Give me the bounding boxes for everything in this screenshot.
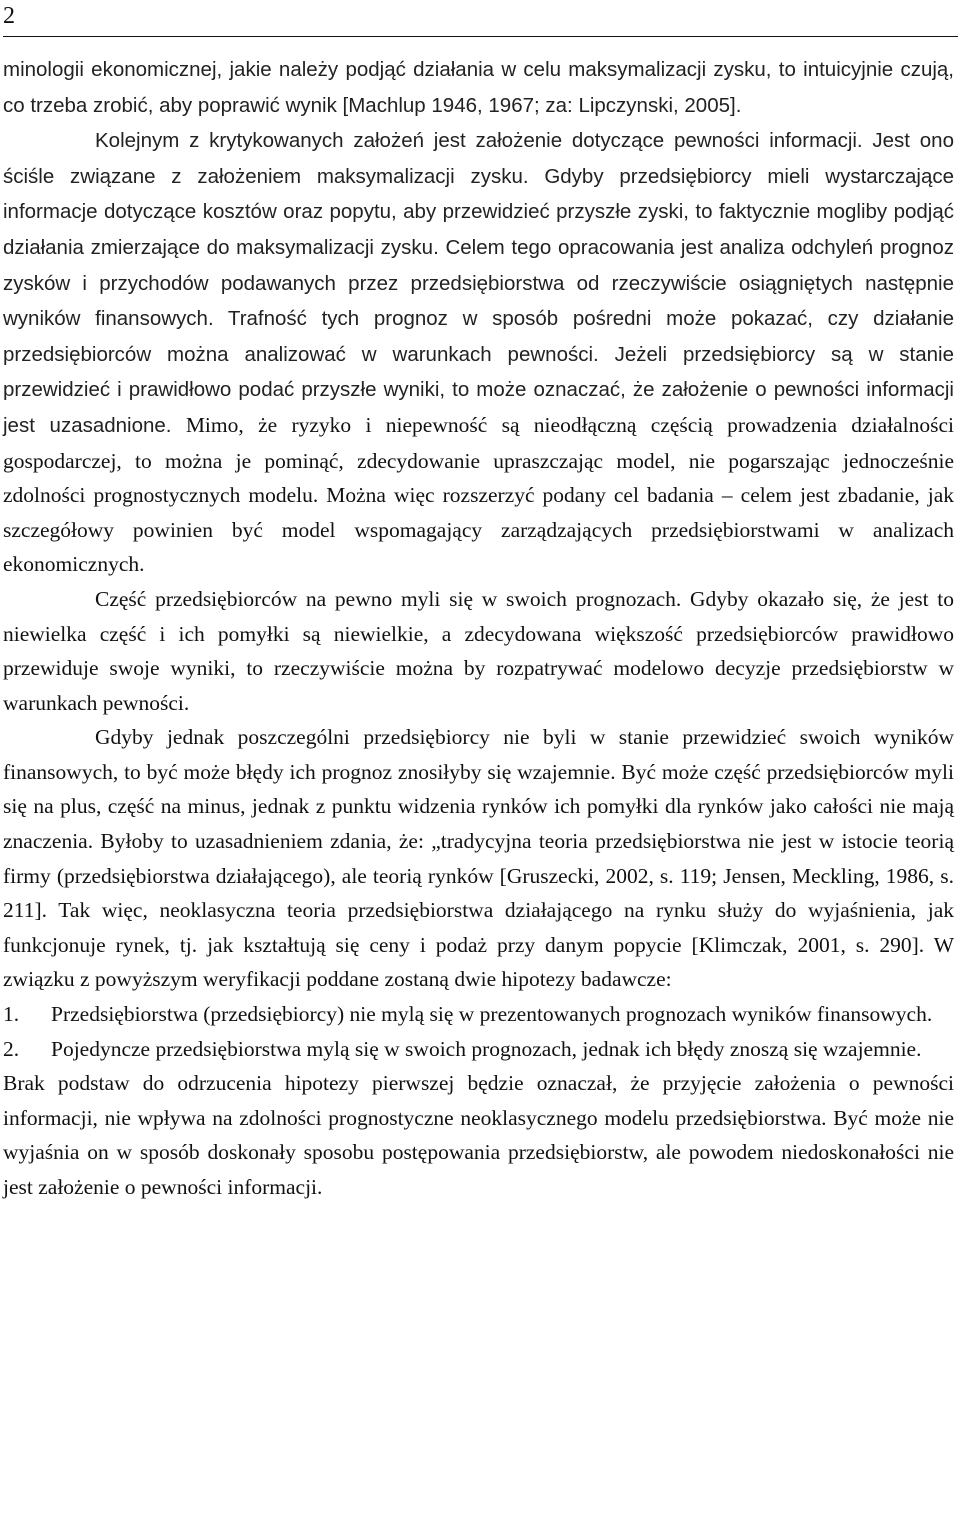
- paragraph-2-text-serif: Mimo, że ryzyko i niepewność są nieodłączną częścią prowadzenia działalności gospodarczej, to można je pominąć, zdecydowanie upraszczając model, nie pogarszając jednocześnie zdolności prognostycznych modelu. Można więc rozszerzyć podany cel badania – celem jest zbadanie, jak szczegółowy powinien być model wspomagający zarządzających przedsiębiorstwami w analizach ekonomicznych.: [3, 412, 954, 577]
- hypothesis-number: 2.: [3, 1036, 20, 1061]
- page-number: 2: [3, 3, 15, 29]
- hypotheses-list: [3, 997, 954, 1066]
- paragraph-4: Gdyby jednak poszczególni przedsiębiorcy nie byli w stanie przewidzieć swoich wyników finansowych, to być może błędy ich prognoz znosiłyby się wzajemnie. Być może część przedsiębiorców myli się na plus, część na minus, jednak z punktu widzenia rynków ich pomyłki dla rynków jako całości nie mają znaczenia. Byłoby to uzasadnieniem zdania, że: „tradycyjna teoria przedsiębiorstwa nie jest w istocie teorią firmy (przedsiębiorstwa działającego), ale teorią rynków [Gruszecki, 2002, s. 119; Jensen, Meckling, 1986, s. 211]. Tak więc, neoklasyczna teoria przedsiębiorstwa działającego na rynku służy do wyjaśnienia, jak funkcjonuje rynek, tj. jak kształtują się ceny i podaż przy danym popycie [Klimczak, 2001, s. 290]. W związku z powyższym weryfikacji poddane zostaną dwie hipotezy badawcze:: [3, 725, 954, 992]
- hypothesis-item: [3, 997, 954, 1032]
- paragraph-2-text-sans: Kolejnym z krytykowanych założeń jest założenie dotyczące pewności informacji. Jest ono ściśle związane z założeniem maksymalizacji zysku. Gdyby przedsiębiorcy mieli wystarczające informacje dotyczące kosztów oraz popytu, aby przewidzieć przyszłe zyski, to faktycznie mogliby podjąć działania zmierzające do maksymalizacji zysku. Celem tego opracowania jest analiza odchyleń prognoz zysków i przychodów podawanych przez przedsiębiorstwa od rzeczywiście osiągniętych następnie wyników finansowych. Trafność tych prognoz w sposób pośredni może pokazać, czy działanie przedsiębiorców można analizować w warunkach pewności. Jeżeli przedsiębiorcy są w stanie przewidzieć i prawidłowo podać przyszłe wyniki, to może oznaczać, że założenie o pewności informacji jest uzasadnione.: [3, 129, 954, 437]
- document-body: [3, 52, 954, 1205]
- paragraph-3: Część przedsiębiorców na pewno myli się w swoich prognozach. Gdyby okazało się, że jest to niewielka część i ich pomyłki są niewielkie, a zdecydowana większość przedsiębiorców prawidłowo przewiduje swoje wyniki, to rzeczywiście można by rozpatrywać modelowo decyzje przedsiębiorstw w warunkach pewności.: [3, 586, 954, 715]
- hypothesis-text: Pojedyncze przedsiębiorstwa mylą się w swoich prognozach, jednak ich błędy znoszą się wzajemnie.: [51, 1036, 922, 1061]
- paragraph-2: [3, 123, 954, 582]
- header-rule: [3, 36, 958, 37]
- hypothesis-item: [3, 1032, 954, 1067]
- paragraph-5: Brak podstaw do odrzucenia hipotezy pierwszej będzie oznaczał, że przyjęcie założenia o pewności informacji, nie wpływa na zdolności prognostyczne neoklasycznego modelu przedsiębiorstwa. Być może nie wyjaśnia on w sposób doskonały sposobu postępowania przedsiębiorstw, ale powodem niedoskonałości nie jest założenie o pewności informacji.: [3, 1071, 954, 1199]
- paragraph-1-text: minologii ekonomicznej, jakie należy podjąć działania w celu maksymalizacji zysku, to intuicyjnie czują, co trzeba zrobić, aby poprawić wynik [Machlup 1946, 1967; za: Lipczynski, 2005].: [3, 58, 954, 117]
- hypothesis-number: 1.: [3, 1002, 20, 1027]
- hypothesis-text: Przedsiębiorstwa (przedsiębiorcy) nie mylą się w prezentowanych prognozach wyników finansowych.: [51, 1002, 933, 1027]
- paragraph-1: [3, 52, 954, 123]
